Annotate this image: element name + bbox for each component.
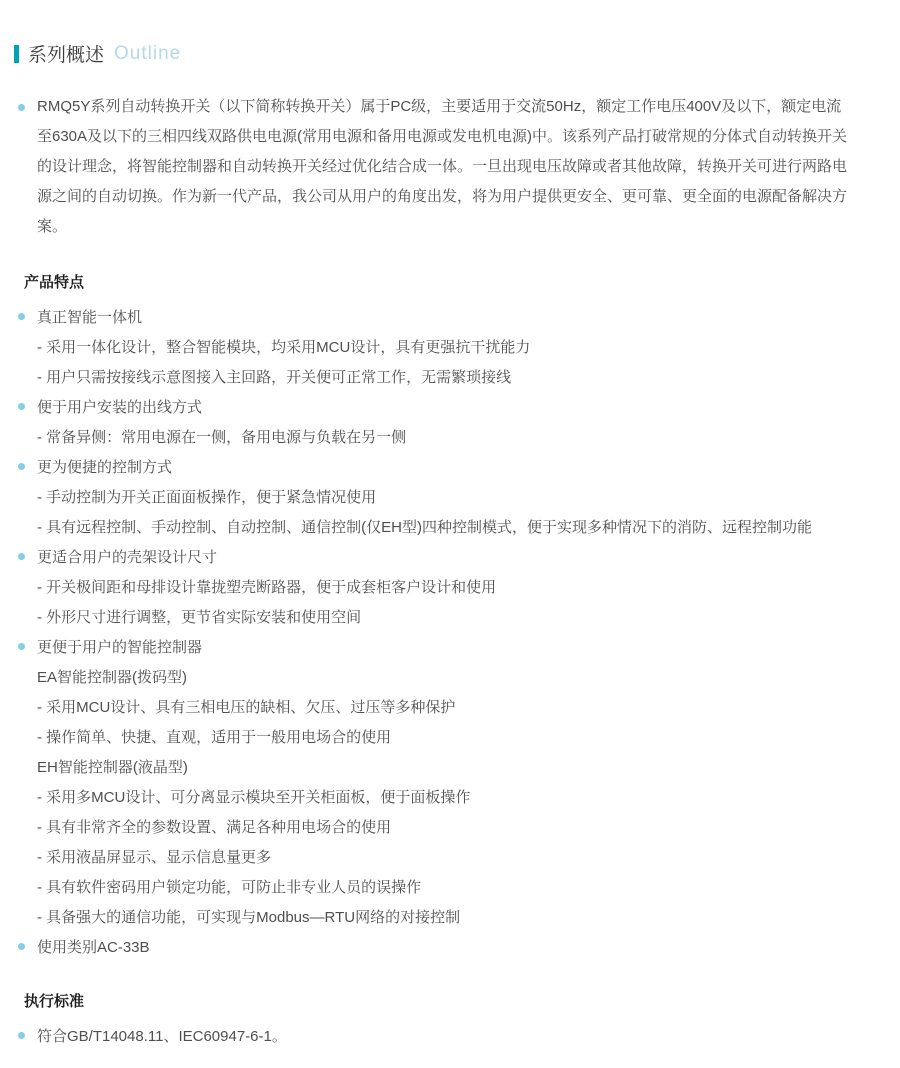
bullet-icon	[18, 1032, 25, 1039]
list-item-text: - 开关极间距和母排设计靠拢塑壳断路器，便于成套柜客户设计和使用	[37, 578, 497, 596]
list-item	[0, 361, 900, 391]
bullet-icon	[18, 553, 25, 560]
list-item-text: 真正智能一体机	[37, 308, 143, 326]
bullet-icon	[18, 104, 25, 111]
list-item-text: - 手动控制为开关正面面板操作，便于紧急情况使用	[37, 488, 377, 506]
list-item	[0, 451, 900, 481]
list-item	[0, 811, 900, 841]
list-item-text: EH智能控制器(液晶型)	[37, 758, 188, 776]
list-item	[0, 481, 900, 511]
list-item	[0, 751, 900, 781]
list-item-text: EA智能控制器(拨码型)	[37, 668, 188, 686]
list-item	[0, 421, 900, 451]
list-item	[0, 571, 900, 601]
list-item-text: - 常备异侧：常用电源在一侧，备用电源与负载在另一侧	[37, 428, 407, 446]
list-item-text: 更便于用户的智能控制器	[37, 638, 203, 656]
bullet-icon	[18, 403, 25, 410]
list-item	[0, 661, 900, 691]
list-item-text: - 采用MCU设计、具有三相电压的缺相、欠压、过压等多种保护	[37, 698, 456, 716]
list-item-text: - 采用一体化设计，整合智能模块，均采用MCU设计，具有更强抗干扰能力	[37, 338, 531, 356]
list-item	[0, 631, 900, 661]
list-item	[0, 511, 900, 541]
list-item-text: 符合GB/T14048.11、IEC60947-6-1。	[37, 1027, 287, 1045]
list-item-text: 便于用户安装的出线方式	[37, 398, 203, 416]
list-item-text: - 具有软件密码用户锁定功能，可防止非专业人员的误操作	[37, 878, 422, 896]
bullet-icon	[18, 643, 25, 650]
list-item	[0, 901, 900, 931]
list-item-text: 使用类别AC-33B	[37, 938, 150, 956]
list-item	[0, 331, 900, 361]
bullet-icon	[18, 943, 25, 950]
standards-heading: 执行标准	[24, 993, 85, 1010]
accent-bar-icon	[14, 45, 19, 63]
list-item	[0, 301, 900, 331]
document-page	[0, 40, 900, 1068]
intro-paragraph	[18, 92, 900, 242]
list-item-text: - 用户只需按接线示意图接入主回路，开关便可正常工作，无需繁琐接线	[37, 368, 512, 386]
list-item-text: - 采用多MCU设计、可分离显示模块至开关柜面板，便于面板操作	[37, 788, 471, 806]
standards-list	[0, 1020, 900, 1050]
list-item-text: - 具有非常齐全的参数设置、满足各种用电场合的使用	[37, 818, 392, 836]
list-item-text: - 具备强大的通信功能，可实现与Modbus—RTU网络的对接控制	[37, 908, 461, 926]
list-item	[0, 601, 900, 631]
list-item	[0, 391, 900, 421]
features-list	[0, 301, 900, 961]
page-title-en: Outline	[114, 42, 182, 64]
list-item	[0, 721, 900, 751]
bullet-icon	[18, 463, 25, 470]
list-item	[0, 841, 900, 871]
list-item	[0, 1020, 900, 1050]
section-header	[14, 40, 900, 67]
list-item	[0, 931, 900, 961]
list-item-text: - 采用液晶屏显示、显示信息量更多	[37, 848, 272, 866]
list-item	[0, 691, 900, 721]
list-item	[0, 871, 900, 901]
list-item	[0, 781, 900, 811]
list-item-text: - 具有远程控制、手动控制、自动控制、通信控制(仅EH型)四种控制模式，便于实现多种情况下的消防、远程控制功能	[37, 518, 812, 536]
intro-text: RMQ5Y系列自动转换开关（以下简称转换开关）属于PC级，主要适用于交流50Hz，额定工作电压400V及以下，额定电流至630A及以下的三相四线双路供电电源(常用电源和备用电源或发电机电源)中。该系列产品打破常规的分体式自动转换开关的设计理念，将智能控制器和自动转换开关经过优化结合成一体。一旦出现电压故障或者其他故障，转换开关可进行两路电源之间的自动切换。作为新一代产品，我公司从用户的角度出发，将为用户提供更安全、更可靠、更全面的电源配备解决方案。	[37, 98, 848, 235]
features-heading: 产品特点	[24, 274, 85, 291]
bullet-icon	[18, 313, 25, 320]
list-item-text: 更为便捷的控制方式	[37, 458, 173, 476]
list-item-text: - 操作简单、快捷、直观，适用于一般用电场合的使用	[37, 728, 392, 746]
list-item-text: - 外形尺寸进行调整，更节省实际安装和使用空间	[37, 608, 362, 626]
page-title: 系列概述	[28, 45, 105, 66]
list-item-text: 更适合用户的壳架设计尺寸	[37, 548, 218, 566]
list-item	[0, 541, 900, 571]
